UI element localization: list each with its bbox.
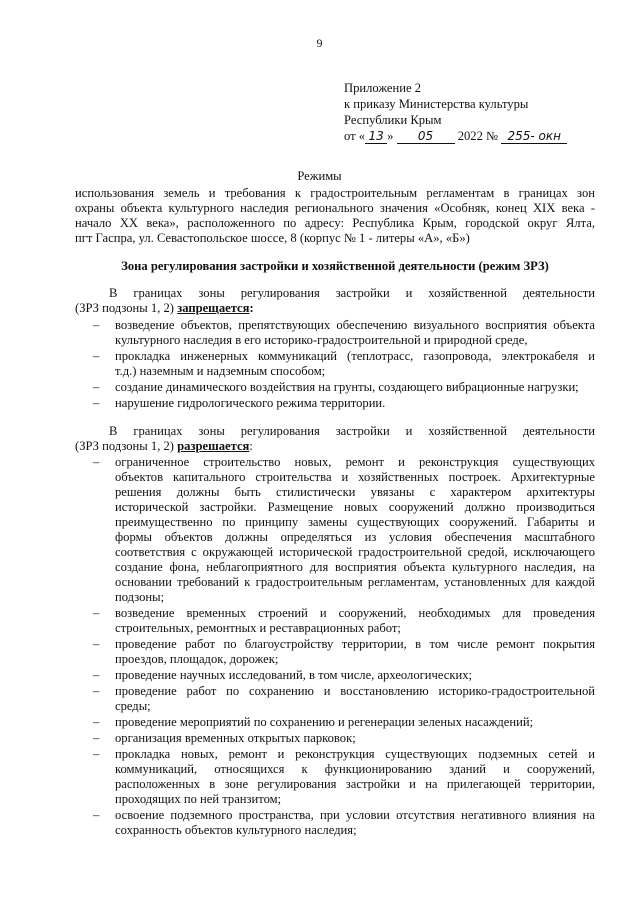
list-item <box>93 637 595 667</box>
list-item-line: проведение научных исследований, в том числе, археологических; <box>115 668 473 682</box>
list-item-line: преимущественно по принципу замены существующих сооружений. Габариты и <box>115 515 595 529</box>
date-day: 13 <box>365 130 387 144</box>
list-item <box>93 455 595 605</box>
dash-bullet: – <box>93 715 100 729</box>
list-item-line: сохранность объектов культурного наследия; <box>115 823 357 837</box>
list-item-line: создание динамического воздействия на грунты, создающего вибрационные нагрузки; <box>115 380 579 394</box>
dash-bullet: – <box>93 731 100 745</box>
list-item-line: расположенных в зоне регулирования застройки и на прилегающей территории, <box>115 777 595 791</box>
intro-line: пгт Гаспра, ул. Севастопольское шоссе, 8 (корпус № 1 - литеры «А», «Б») <box>75 231 470 245</box>
appendix-line: к приказу Министерства культуры <box>344 97 529 111</box>
list-item-line: коммуникаций, относящихся к функционированию зданий и сооружений, <box>115 762 595 776</box>
subzone-label: (ЗРЗ подзоны 1, 2) <box>75 439 178 453</box>
dash-bullet: – <box>93 455 100 469</box>
dash-bullet: – <box>93 808 100 822</box>
colon: : <box>249 439 253 453</box>
list-item <box>93 808 595 838</box>
list-item-line: основании требований к градостроительным регламентам, установленных для каждой <box>115 575 595 589</box>
list-item-line: культурного наследия в его историко-градостроительной и природной среде, <box>115 333 528 347</box>
list-item <box>93 380 595 395</box>
list-item-line: возведение объектов, препятствующих обеспечению визуального восприятия объекта <box>115 318 595 332</box>
order-number: 255- окн <box>501 130 567 144</box>
paragraph-line <box>75 439 595 454</box>
list-item-line: ограниченное строительство новых, ремонт и реконструкция существующих <box>115 455 595 469</box>
list-item-line: проведение работ по благоустройству территории, в том числе ремонт покрытия <box>115 637 595 651</box>
allowed-keyword: разрешается <box>177 439 250 453</box>
list-item <box>93 318 595 348</box>
list-item-line: т.д.) наземным и надземным способом; <box>115 364 326 378</box>
list-item-line: прокладка инженерных коммуникаций (теплотрасс, газопровода, электрокабеля и <box>115 349 595 363</box>
list-item-line: прокладка новых, ремонт и реконструкция существующих подземных сетей и <box>115 747 595 761</box>
dash-bullet: – <box>93 349 100 363</box>
list-item-line: объектов капитального строительства и хозяйственных построек. Архитектурные <box>115 470 595 484</box>
dash-bullet: – <box>93 668 100 682</box>
prohibited-keyword: запрещается <box>177 301 250 315</box>
list-item <box>93 668 595 683</box>
prohibited-intro <box>75 286 595 316</box>
list-item-line: соответствия с окружающей исторической градостроительной средой, исключающего <box>115 545 595 559</box>
appendix-block <box>344 80 634 144</box>
list-item-line: подзоны; <box>115 590 165 604</box>
page-number: 9 <box>316 36 323 50</box>
list-item-line: формы объектов должны определяться из условия обеспечения масштабного <box>115 530 595 544</box>
list-item-line: проведение мероприятий по сохранению и регенерации зеленых насаждений; <box>115 715 534 729</box>
list-item-line: исторической застройки. Размещение новых сооружений должно производиться <box>115 500 595 514</box>
list-item <box>93 731 595 746</box>
date-year-label: 2022 № <box>457 129 499 143</box>
prohibited-list <box>93 318 595 412</box>
list-item-line: возведение временных строений и сооружений, необходимых для проведения <box>115 606 595 620</box>
list-item <box>93 606 595 636</box>
list-item-line: проходящих по ней транзитом; <box>115 792 282 806</box>
dash-bullet: – <box>93 396 100 410</box>
intro-line: начало XX века», расположенного по адресу: Республика Крым, городской округ Ялта, <box>75 216 595 230</box>
section-heading: Зона регулирования застройки и хозяйственной деятельности (режим ЗРЗ) <box>121 259 549 273</box>
date-prefix: от « <box>344 129 366 143</box>
list-item-line: строительных, ремонтных и реставрационных работ; <box>115 621 401 635</box>
document-title: Режимы <box>297 169 342 183</box>
allowed-list <box>93 455 595 839</box>
colon: : <box>249 301 254 315</box>
list-item-line: нарушение гидрологического режима территории. <box>115 396 386 410</box>
paragraph-line: В границах зоны регулирования застройки и хозяйственной деятельности <box>109 424 595 438</box>
list-item <box>93 349 595 379</box>
list-item-line: среды; <box>115 699 151 713</box>
appendix-date-line <box>344 128 634 144</box>
subzone-label: (ЗРЗ подзоны 1, 2) <box>75 301 178 315</box>
dash-bullet: – <box>93 380 100 394</box>
list-item <box>93 747 595 807</box>
dash-bullet: – <box>93 606 100 620</box>
list-item-line: проездов, площадок, дорожек; <box>115 652 279 666</box>
list-item <box>93 684 595 714</box>
appendix-line: Республики Крым <box>344 113 442 127</box>
dash-bullet: – <box>93 684 100 698</box>
list-item-line: решения должны быть стилистически увязаны с характером архитектуры <box>115 485 595 499</box>
intro-paragraph <box>75 186 595 246</box>
list-item-line: освоение подземного пространства, при условии отсутствия негативного влияния на <box>115 808 595 822</box>
date-month: 05 <box>397 130 455 144</box>
allowed-intro <box>75 424 595 454</box>
paragraph-line <box>75 301 595 316</box>
dash-bullet: – <box>93 747 100 761</box>
dash-bullet: – <box>93 318 100 332</box>
list-item <box>93 715 595 730</box>
list-item-line: проведение работ по сохранению и восстановлению историко-градостроительной <box>115 684 595 698</box>
list-item-line: создание фона, неблагоприятного для восприятия объекта культурного наследия, на <box>115 560 595 574</box>
list-item-line: организация временных открытых парковок; <box>115 731 356 745</box>
date-quote: » <box>387 129 394 143</box>
appendix-line: Приложение 2 <box>344 81 422 95</box>
dash-bullet: – <box>93 637 100 651</box>
list-item <box>93 396 595 411</box>
paragraph-line: В границах зоны регулирования застройки и хозяйственной деятельности <box>109 286 595 300</box>
intro-line: охраны объекта культурного наследия регионального значения «Особняк, конец XIX века - <box>75 201 595 215</box>
intro-line: использования земель и требования к градостроительным регламентам в границах зон <box>75 186 595 200</box>
